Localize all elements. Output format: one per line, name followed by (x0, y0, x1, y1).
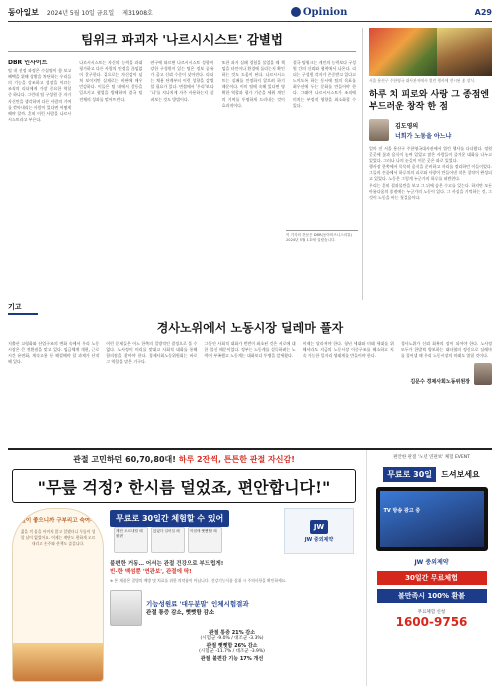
ad-testimonial-letter (12, 508, 104, 682)
contribution-paragraph: 그동안 사회적 대화가 번번이 좌초된 것은 서로에 대한 불신 때문이었다. 정부는 노동계를 설득하려는 노력이 부족했고 노동계는 대화보다 투쟁을 앞세웠다. (204, 341, 296, 359)
photo-caption: 서울 용산구 주한영국 대사관저에서 열린 행사에 전시된 꽃 장식. (369, 78, 476, 83)
event-badge: 무료로 30일 (383, 467, 436, 482)
ad-headline: "무릎 걱정? 한시름 덜었죠, 편안합니다!" (12, 469, 356, 503)
phone-label: 무료체험 신청 (417, 610, 446, 615)
editorial-paragraph: 또한 과거 실패 경험을 물었을 때 책임을 타인이나 환경에 돌리는지 확인하는 것도 도움이 된다. 나르시시스트는 실패를 인정하지 않으려 하기 때문이다. 이미 팀에 속해 있다면 명확한 역할과 평가 기준을 세워 개인의 기여를 투명하게 드러내는 것이 효과적이다. (221, 60, 285, 108)
ad-disclaimer: ※ 본 제품은 질병의 예방 및 치료를 위한 의약품이 아닙니다. 건강기능식품 섭취 시 주의사항을 확인하세요. (110, 578, 287, 583)
column-paragraph: 행사장 한쪽에서 묵묵히 음식을 준비하고 자리를 정리하던 이들이었다. 그들의 손끝에서 하루치의 피로와 사랑이 만들어낸 작은 창작이 완성되고 있었다. 노동은 그렇게 누군가의 하루를 떠받친다. (369, 164, 492, 182)
ad-kicker (8, 454, 360, 465)
brand-name: JW 중외제약 (304, 536, 334, 543)
contribution-tag: 기고 (8, 302, 38, 315)
symptom-checklist (114, 527, 229, 553)
clinical-stats (173, 630, 291, 663)
editorial-paragraph: 연구에 따르면 나르시시스트 성향이 강한 구성원이 있는 팀은 정보 공유가 줄고 신뢰 수준이 낮아진다. 리더는 채용 단계부터 이런 성향을 감별할 필요가 있다. 면접에서 '우리'보다 '나'를 지나치게 자주 사용하는지 살펴보는 것도 방법이다. (150, 60, 214, 102)
editorial-column-2 (79, 60, 142, 290)
letter-photo (13, 643, 103, 681)
stats-line: 관절 불편감 기능 17% 개선 (200, 655, 264, 662)
editorial-column-3 (150, 60, 213, 290)
contribution-column-2 (106, 341, 197, 442)
section-title (291, 7, 348, 18)
free-trial-banner[interactable]: 무료로 30일간 체험할 수 있어 (110, 510, 229, 527)
advertisement[interactable] (8, 448, 492, 686)
product-image (110, 590, 142, 626)
stats-title: 관절 통증 21% 감소 (208, 629, 256, 636)
event-brand: JW 중외제약 (414, 559, 449, 566)
ad-content (8, 508, 360, 686)
contribution-column-1 (8, 341, 99, 442)
article-notice: 이 기사의 전문은 DBR(동아비즈니스리뷰) 2024년 5월 1호에 실렸습니다. (286, 230, 358, 258)
photo-food (437, 28, 492, 76)
editorial-column-4 (222, 60, 285, 290)
brand-logo-box (284, 508, 354, 554)
author-name: 김도영의 (395, 122, 419, 130)
column-series-name: 너희가 노동을 아느냐 (395, 132, 452, 140)
ad-kicker-text: 관절 고민하던 60,70,80대! (73, 455, 176, 464)
letter-body: 젊을 적 몸을 아끼지 않고 일했더니 무릎이 성할 날이 없었어요. 이제는 계단도 편하게 오르내리고 손주와 산책도 즐겁니다. (20, 529, 96, 546)
contribution-paragraph: 저출산 고령화와 산업구조의 변화 속에서 우리 노동시장은 큰 전환점을 맞고 있다. 임금체계 개편, 근로시간 유연화, 계속고용 등 해결해야 할 과제가 산적해 있다. (8, 341, 100, 365)
product-info (110, 590, 354, 626)
tv-text: TV 방송 광고 중 (383, 508, 421, 514)
column-paragraph: 우리는 흔히 결과물만을 보고 그 뒤에 숨은 수고를 잊는다. 하지만 모든 아름다움의 종점에는 누군가의 노동이 있다. 그 사실을 기억하는 것, 그것이 노동을 아는 첫걸음이다. (369, 182, 492, 200)
contribution-paragraph: 이제는 달라져야 한다. 청년 세대와 미래 세대를 위해서라도 지금의 노동시장 이중구조를 해소하고 지속 가능한 일자리 생태계를 만들어야 한다. (302, 341, 394, 359)
ad-main-panel (8, 450, 360, 686)
editorial-column-1 (8, 60, 71, 290)
product-subtitle: 관절 통증 감소, 뻣뻣함 감소 (146, 610, 215, 616)
contribution-body (8, 341, 492, 442)
section-label: Opinion (302, 6, 348, 18)
event-headline (371, 462, 492, 482)
product-title: 기능성원료 '대두분말' 인체시험결과 (146, 600, 249, 608)
tv-image (376, 487, 488, 551)
ad-subheadline: 불편한 거동… 어서는 관절 건강으로 부드럽게! (110, 561, 224, 567)
contribution-paragraph: 이런 문제들은 어느 한쪽의 일방적인 결정으로 풀 수 없다. 노사정이 머리를 맞대고 사회적 대화를 통해 합의점을 찾아야 한다. 경제사회노동위원회는 바로 그 역할을 맡은 기구다. (106, 341, 198, 365)
stats-line: (시험군 -9.0% / 대조군 -3.3%) (200, 636, 264, 641)
author-avatar (369, 119, 389, 141)
contribution-column-3 (204, 341, 295, 442)
contribution-column-4 (303, 341, 394, 442)
contribution-byline (401, 363, 492, 385)
phone-number[interactable]: 1600-9756 (395, 615, 468, 629)
editorial-paragraph: 나르시시스트는 자신의 능력을 과대평가하고 다른 사람의 인정을 끊임없이 갈구한다. 겉으로는 자신감이 넘쳐 보이지만 실제로는 비판에 매우 민감하다. 이들은 팀 내에서 갈등을 일으키고 협업을 방해하며 결국 팀 전체의 성과를 떨어뜨린다. (79, 60, 143, 102)
ad-center (104, 508, 360, 686)
editorial-headline[interactable]: 팀위크 파괴자 '나르시시스트' 감별법 (8, 28, 356, 52)
contribution-headline[interactable]: 경사노위에서 노동시장 딜레마 풀자 (156, 321, 344, 335)
photo-flowers (369, 28, 443, 76)
contribution-author-avatar (474, 363, 492, 385)
contribution-article (8, 302, 492, 442)
contribution-author: 김문수 경제사회노동위원장 (410, 379, 471, 386)
ad-subheadline-red: 빈-한 맥섬뿐 '연관보', 관절에 딱! (110, 569, 192, 575)
column-photo[interactable] (369, 28, 492, 76)
editorial-paragraph: 팀 내 선정 과정은 수십명이 함 보고 혜택을 위해 상황을 차단하는 우리들의 기능을 강조하고 성장을 이끄는 조직의 리더에게 가장 중요한 역할 중 하나다. 그런데 팀 구성원 중 자기 자신만을 생각하며 다른 사람의 기여를 깎아내리는 사람이 있다면 어떻게 해야 할까. 흔히 이런 사람을 나르시시스트라고 부른다. (8, 68, 72, 122)
column-sidebar (362, 28, 492, 300)
stats-line: (시험군 -11.7% / 대조군 -3.9%) (199, 649, 265, 654)
editorial-byline: DBR 인사이트 (8, 60, 48, 66)
order-phone[interactable] (371, 609, 492, 629)
opinion-logo-icon (291, 7, 301, 17)
newspaper-logo: 동아일보 (8, 6, 39, 17)
ad-free-row (110, 508, 354, 554)
column-headline[interactable]: 하루 치 피로와 사랑 그 종점엔 부드러운 창작 한 점 (369, 90, 489, 112)
column-author (369, 119, 492, 141)
checklist-item: 아침에 뻣뻣할 때 (188, 527, 222, 553)
stats-line: 관절 뻣뻣함 26% 감소 (206, 642, 258, 649)
issue-number: 제31908호 (122, 9, 153, 17)
page-number: A29 (474, 7, 492, 17)
event-label: 편안한 관절 '노년 연관보' 체험 EVENT (393, 455, 470, 460)
contribution-paragraph: 경사노위가 신뢰 회복의 장이 되어야 한다. 노사정 모두가 한발씩 양보하는 대타협의 정신으로 딜레마를 풀어낼 때 우리 노동시장의 미래도 열릴 것이다. (400, 341, 492, 359)
masthead-rule (8, 21, 492, 22)
event-headline-text: 드셔보세요 (441, 470, 480, 479)
refund-button[interactable]: 불만족시 100% 환불 (377, 589, 487, 603)
jw-logo-icon: JW (310, 520, 328, 534)
tv-screen (380, 491, 484, 547)
checklist-item: 계단 오르내릴 때 불편 (114, 527, 148, 553)
free-trial-button[interactable]: 30일간 무료체험 (377, 571, 487, 585)
editorial-paragraph: 결국 팀워크는 개인의 능력보다 구성원 간의 신뢰와 협력에서 나온다. 리더는 구성원 각자가 존중받고 있다고 느끼도록 하는 동시에 팀의 목표를 최우선에 두는 문화를 만들어야 한다. 그래야 나르시시스트가 조직에 미치는 부정적 영향을 최소화할 수 있다. (292, 60, 356, 108)
column-body (369, 146, 492, 300)
letter-title: 관절이 좋으니까 구부리고 숙여서요 (15, 518, 101, 524)
issue-date: 2024년 5월 10일 금요일 (46, 9, 115, 17)
ad-event-panel (366, 450, 492, 686)
ad-kicker-highlight: 하루 2잔씩, 튼튼한 관절 자신감! (178, 455, 295, 464)
column-paragraph: 얼마 전 서울 용산구 주한영국대사관에서 열린 행사를 다녀왔다. 정원 곳곳에 꽃과 음식이 놓여 있었고 많은 사람들이 즐거운 대화를 나누고 있었다. 그러나 나의 눈길이 머문 곳은 따로 있었다. (369, 146, 492, 164)
product-text (146, 599, 249, 616)
contribution-column-5 (401, 341, 492, 442)
checklist-item: 앉았다 일어설 때 (151, 527, 185, 553)
masthead (8, 4, 492, 20)
